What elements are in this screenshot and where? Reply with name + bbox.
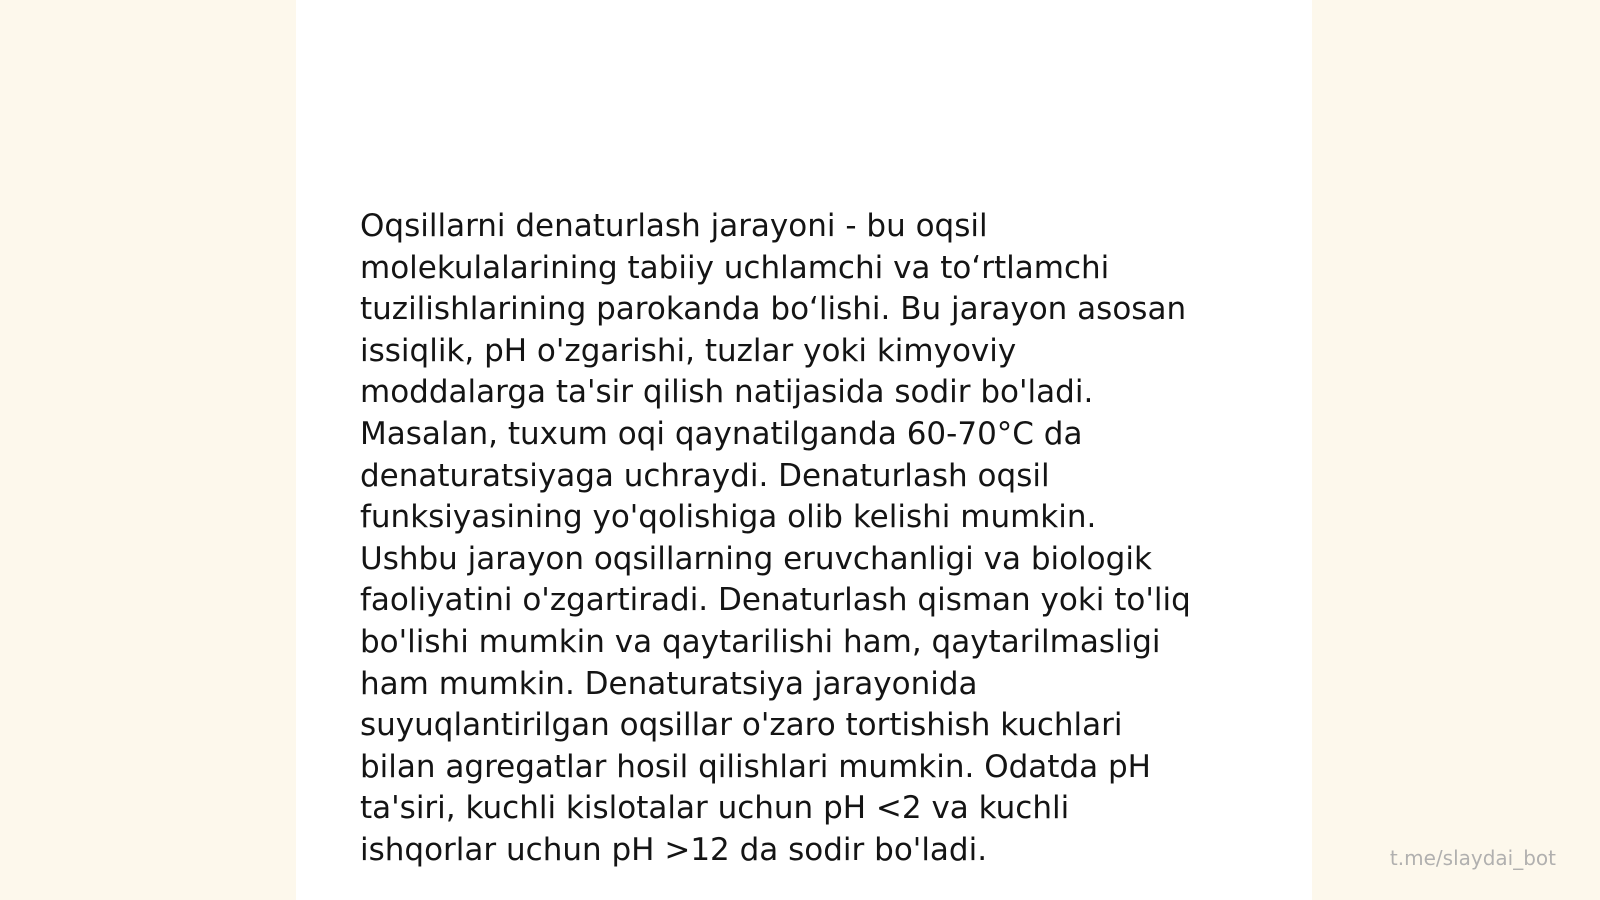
paragraph-line: denaturatsiyaga uchraydi. Denaturlash oqsil [360,457,1050,494]
paragraph-line: suyuqlantirilgan oqsillar o'zaro tortishish kuchlari [360,707,1123,744]
paragraph-line: funksiyasining yo'qolishiga olib kelishi mumkin. [360,499,1097,536]
paragraph-line: issiqlik, pH o'zgarishi, tuzlar yoki kimyoviy [360,332,1017,369]
watermark-link[interactable]: t.me/slaydai_bot [1389,846,1556,870]
paragraph-line: tuzilishlarining parokanda bo‘lishi. Bu jarayon asosan [360,291,1187,328]
body-paragraph [360,206,1240,872]
paragraph-line: ishqorlar uchun pH >12 da sodir bo'ladi. [360,831,988,868]
paragraph-line: molekulalarining tabiiy uchlamchi va to‘rtlamchi [360,249,1110,286]
paragraph-line: Oqsillarni denaturlash jarayoni - bu oqsil [360,208,988,244]
paragraph-line: ham mumkin. Denaturatsiya jarayonida [360,665,978,702]
paragraph-line: moddalarga ta'sir qilish natijasida sodir bo'ladi. [360,374,1094,411]
paragraph-line: bilan agregatlar hosil qilishlari mumkin. Odatda pH [360,748,1151,785]
paragraph-line: Ushbu jarayon oqsillarning eruvchanligi va biologik [360,540,1152,577]
paragraph-line: faoliyatini o'zgartiradi. Denaturlash qisman yoki to'liq [360,582,1191,619]
paragraph-line: bo'lishi mumkin va qaytarilishi ham, qaytarilmasligi [360,623,1161,660]
paragraph-line: Masalan, tuxum oqi qaynatilganda 60-70°C da [360,415,1083,452]
paragraph-line: ta'siri, kuchli kislotalar uchun pH <2 va kuchli [360,790,1070,827]
